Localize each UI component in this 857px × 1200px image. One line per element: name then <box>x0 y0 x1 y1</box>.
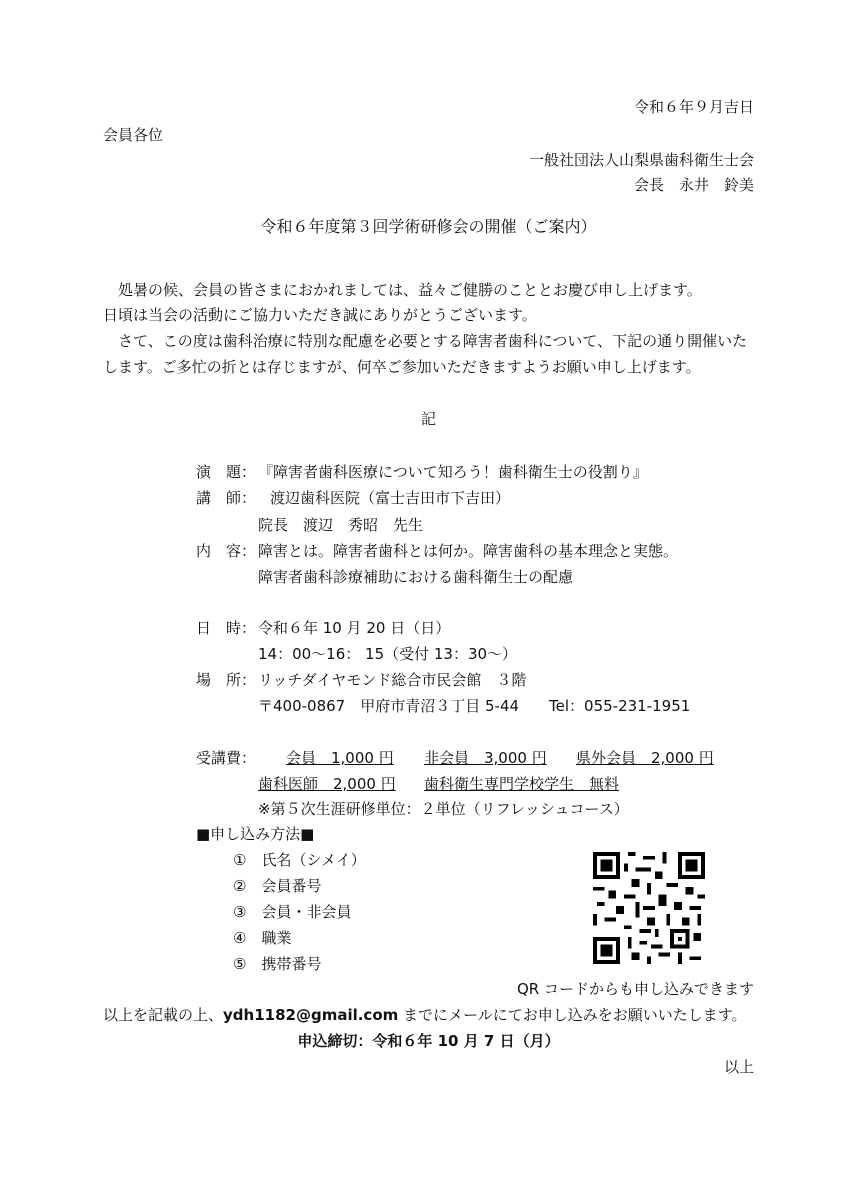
document-date: 令和６年９月吉日 <box>633 98 754 116</box>
apply-item: ⑤ 携帯番号 <box>233 955 322 973</box>
email-instruction-pre: 以上を記載の上、 <box>103 1006 224 1024</box>
fee-nonmember: 非会員 3,000 円 <box>424 749 547 767</box>
theme-label: 演 題： <box>196 463 257 481</box>
place-label: 場 所： <box>196 671 257 689</box>
datetime-label: 日 時： <box>196 619 257 637</box>
email-link[interactable]: ydh1182@gmail.com <box>223 1006 399 1024</box>
closing-mark: 以上 <box>723 1058 754 1076</box>
qr-code-icon[interactable] <box>593 852 705 964</box>
content-line-2: 障害者歯科診療補助における歯科衛生士の配慮 <box>258 568 574 586</box>
ki-heading: 記 <box>420 410 436 428</box>
apply-item: ④ 職業 <box>233 929 292 947</box>
datetime-time: 14：00～16： 15（受付 13：30～） <box>258 645 518 663</box>
addressee: 会員各位 <box>103 126 164 144</box>
apply-item: ③ 会員・非会員 <box>233 903 352 921</box>
greeting-paragraph-2: 日頃は当会の活動にご協力いただき誠にありがとうございます。 <box>103 306 537 324</box>
apply-item: ① 氏名（シメイ） <box>233 851 366 869</box>
president-name: 会長 永井 鈴美 <box>633 176 754 194</box>
greeting-paragraph-3b: します。ご多忙の折とは存じますが、何卒ご参加いただきますようお願い申し上げます。 <box>103 358 701 376</box>
lecturer-label: 講 師： <box>196 489 257 507</box>
place-venue: リッチダイヤモンド総合市民会館 ３階 <box>258 671 527 689</box>
email-instruction-post: までにメールにてお申し込みをお願いいたします。 <box>398 1006 747 1024</box>
organization-name: 一般社団法人山梨県歯科衛生士会 <box>528 151 754 169</box>
greeting-paragraph-3a: さて、この度は歯科治療に特別な配慮を必要とする障害者歯科について、下記の通り開催いた <box>118 332 748 350</box>
lecturer-clinic: 渡辺歯科医院（富士吉田市下吉田） <box>270 489 511 507</box>
credit-note: ※第５次生涯研修単位：２単位（リフレッシュコース） <box>258 800 629 818</box>
qr-note: QR コードからも申し込みできます <box>517 980 754 998</box>
apply-item: ② 会員番号 <box>233 877 322 895</box>
fee-dentist: 歯科医師 2,000 円 <box>258 775 396 793</box>
fee-student: 歯科衛生専門学校学生 無料 <box>424 775 620 793</box>
fee-outside-member: 県外会員 2,000 円 <box>576 749 714 767</box>
application-deadline: 申込締切：令和６年 10 月 7 日（月） <box>297 1032 560 1050</box>
fees-label: 受講費： <box>196 749 257 767</box>
place-address: 〒400-0867 甲府市青沼３丁目 5-44 Tel：055-231-1951 <box>258 697 691 715</box>
document-title: 令和６年度第３回学術研修会の開催（ご案内） <box>260 217 597 236</box>
fee-member: 会員 1,000 円 <box>286 749 394 767</box>
email-instruction <box>103 1004 747 1026</box>
lecturer-name: 院長 渡辺 秀昭 先生 <box>258 516 424 534</box>
greeting-paragraph-1: 処暑の候、会員の皆さまにおかれましては、益々ご健勝のこととお慶び申し上げます。 <box>118 281 702 299</box>
theme-value: 『障害者歯科医療について知ろう！歯科衛生士の役割り』 <box>258 463 648 481</box>
datetime-date: 令和６年 10 月 20 日（日） <box>258 619 451 637</box>
content-line-1: 障害とは。障害者歯科とは何か。障害歯科の基本理念と実態。 <box>258 542 679 560</box>
apply-heading: ■申し込み方法■ <box>196 825 315 843</box>
content-label: 内 容： <box>196 542 257 560</box>
